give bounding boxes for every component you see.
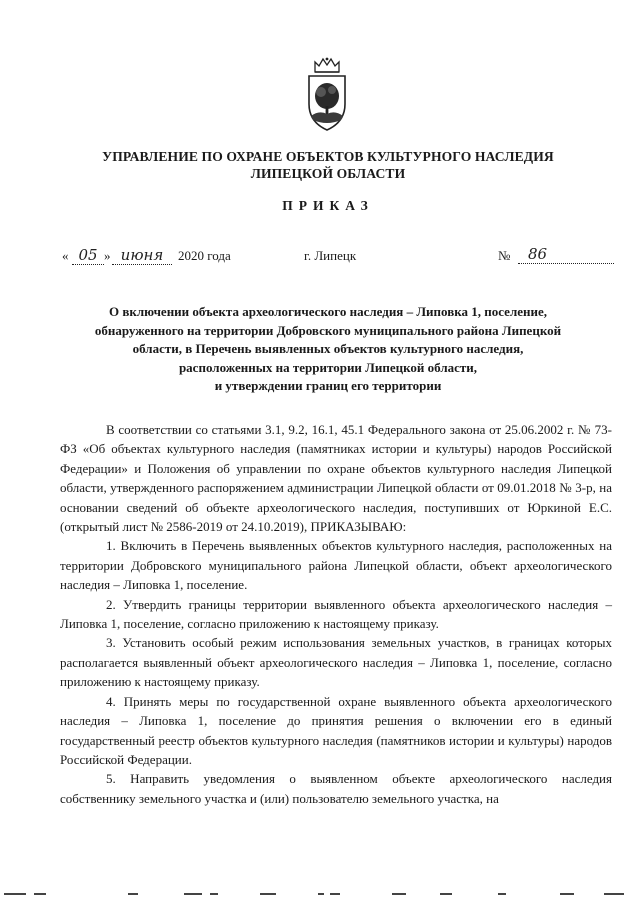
- agency-name: [60, 148, 596, 182]
- scan-edge-marks: [0, 893, 640, 899]
- order-body: [60, 420, 612, 808]
- issue-city: г. Липецк: [304, 248, 357, 263]
- document-number: 86: [518, 245, 614, 264]
- document-type-title: ПРИКАЗ: [282, 198, 374, 213]
- date-month: июня: [112, 246, 172, 265]
- order-item-1: 1. Включить в Перечень выявленных объектов культурного наследия, расположенных на территории Добровского муниципального района Липецкой области, объект археологического наследия – Липовка 1, поселение.: [60, 538, 612, 593]
- subject-line: расположенных на территории Липецкой области,: [178, 359, 478, 375]
- agency-line-1: УПРАВЛЕНИЕ ПО ОХРАНЕ ОБЪЕКТОВ КУЛЬТУРНОГО НАСЛЕДИЯ: [102, 149, 554, 164]
- number-sign: №: [498, 248, 511, 263]
- order-item-5: 5. Направить уведомления о выявленном объекте археологического наследия собственнику земельного участка и (или) пользователю земельного участка, на: [60, 771, 612, 806]
- agency-line-2: ЛИПЕЦКОЙ ОБЛАСТИ: [250, 166, 406, 181]
- preamble-paragraph: В соответствии со статьями 3.1, 9.2, 16.1, 45.1 Федерального закона от 25.06.2002 г. № 73-ФЗ «Об объектах культурного наследия (памятниках истории и культуры) народов Российской Федерации» и Положения об управлении по охране объектов культурного наследия Липецкой области, утвержденного распоряжением администрации Липецкой области от 09.01.2018 № 3-р, на основании сведений об объекте археологического наследия, поступивших от Юркиной Е.С. (открытый лист № 2586-2019 от 24.10.2019), ПРИКАЗЫВАЮ:: [60, 422, 612, 535]
- order-item-4: 4. Принять меры по государственной охране выявленного объекта археологического наследия – Липовка 1, поселение до принятия решения о включении его в единый государственный реестр объектов культурного наследия (памятников истории и культуры) народов Российской Федерации.: [60, 693, 612, 767]
- date-quote-close: »: [104, 248, 111, 263]
- subject-line: обнаруженного на территории Добровского муниципального района Липецкой: [94, 322, 562, 338]
- document-meta-row: [0, 245, 640, 270]
- order-subject: [64, 303, 592, 396]
- date-quote-open: «: [62, 248, 69, 263]
- subject-line: О включении объекта археологического наследия – Липовка 1, поселение,: [108, 304, 548, 319]
- subject-line: и утверждении границ его территории: [214, 378, 442, 393]
- date-day: 05: [72, 246, 104, 265]
- subject-line: области, в Перечень выявленных объектов культурного наследия,: [132, 341, 524, 356]
- date-year: 2020 года: [178, 248, 231, 263]
- coat-of-arms-icon: [297, 56, 357, 136]
- order-item-2: 2. Утвердить границы территории выявленного объекта археологического наследия – Липовка 1, поселение, согласно приложению к настоящему приказу.: [60, 596, 612, 632]
- order-item-3: 3. Установить особый режим использования земельных участков, в границах которых располагается выявленный объект археологического наследия – Липовка 1, поселение, согласно приложению к настоящему приказу.: [60, 635, 612, 690]
